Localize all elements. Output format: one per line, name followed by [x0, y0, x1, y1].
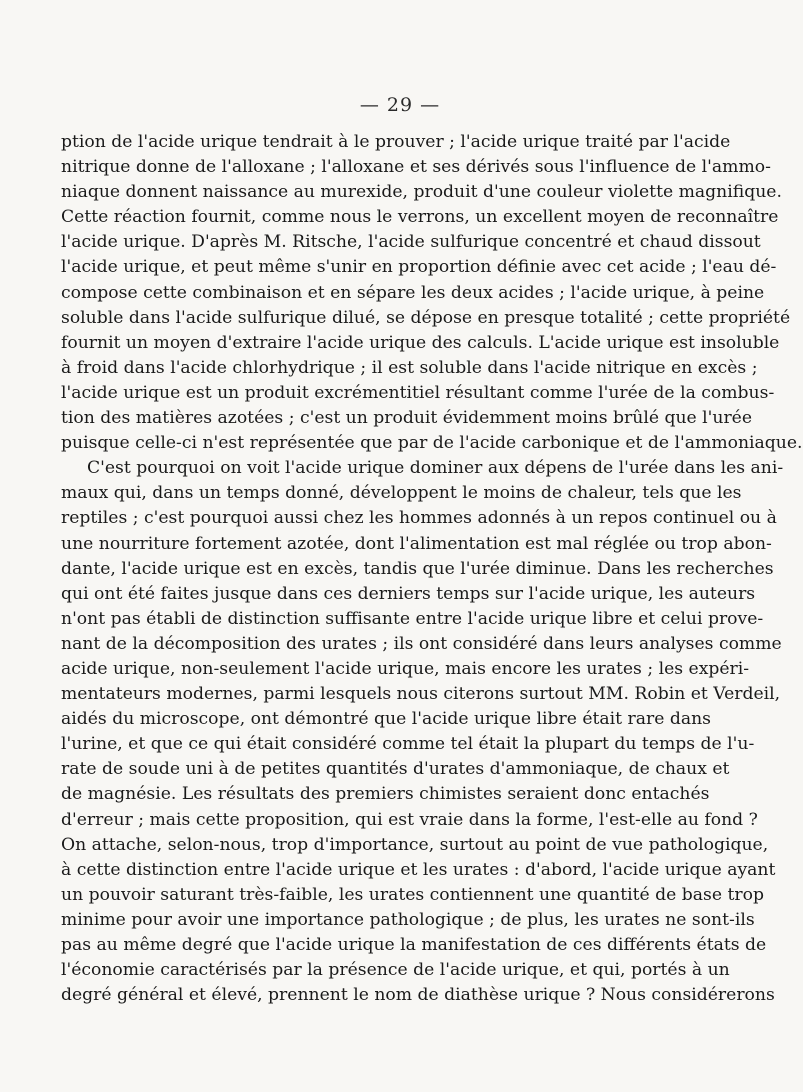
text-line: pas au même degré que l'acide urique la manifestation de ces différents états de — [61, 935, 767, 955]
text-line: acide urique, non-seulement l'acide urique, mais encore les urates ; les expéri- — [61, 658, 750, 679]
text-line: rate de soude uni à de petites quantités d'urates d'ammoniaque, de chaux et — [61, 759, 730, 780]
text-line: à cette distinction entre l'acide urique et les urates : d'abord, l'acide urique ayant — [61, 859, 776, 880]
text-line: une nourriture fortement azotée, dont l'alimentation est mal réglée ou trop abon- — [61, 533, 772, 554]
text-line: compose cette combinaison et en sépare les deux acides ; l'acide urique, à peine — [61, 282, 765, 303]
text-line: nitrique donne de l'alloxane ; l'alloxane et ses dérivés sous l'influence de l'ammo- — [61, 157, 771, 178]
text-line: nant de la décomposition des urates ; ils ont considéré dans leurs analyses comme — [61, 633, 782, 654]
text-line: dante, l'acide urique est en excès, tandis que l'urée diminue. Dans les recherches — [61, 558, 774, 579]
text-line: soluble dans l'acide sulfurique dilué, se dépose en presque totalité ; cette propriété — [61, 307, 791, 328]
text-line: maux qui, dans un temps donné, développent le moins de chaleur, tels que les — [61, 483, 742, 504]
text-line: l'acide urique est un produit excrémentitiel résultant comme l'urée de la combus- — [61, 382, 775, 403]
text-line: qui ont été faites jusque dans ces derniers temps sur l'acide urique, les auteurs — [61, 583, 756, 604]
text-line: fournit un moyen d'extraire l'acide urique des calculs. L'acide urique est insoluble — [61, 332, 780, 353]
text-line: degré général et élevé, prennent le nom de diathèse urique ? Nous considérerons — [61, 985, 775, 1006]
text-line: de magnésie. Les résultats des premiers chimistes seraient donc entachés — [61, 784, 710, 805]
paragraph-start-line: C'est pourquoi on voit l'acide urique dominer aux dépens de l'urée dans les ani- — [87, 458, 784, 479]
text-line: tion des matières azotées ; c'est un produit évidemment moins brûlé que l'urée — [61, 408, 753, 429]
text-line: d'erreur ; mais cette proposition, qui est vraie dans la forme, l'est-elle au fond ? — [61, 809, 758, 830]
text-line: On attache, selon-nous, trop d'importance, surtout au point de vue pathologique, — [61, 834, 769, 855]
text-line: mentateurs modernes, parmi lesquels nous citerons surtout MM. Robin et Verdeil, — [61, 684, 781, 705]
text-line: l'acide urique. D'après M. Ritsche, l'acide sulfurique concentré et chaud dissout — [61, 232, 761, 253]
page-number: — 29 — — [359, 94, 441, 116]
text-line: l'acide urique, et peut même s'unir en proportion définie avec cet acide ; l'eau dé- — [61, 257, 777, 278]
text-line: reptiles ; c'est pourquoi aussi chez les hommes adonnés à un repos continuel ou à — [61, 508, 777, 529]
text-line: ption de l'acide urique tendrait à le prouver ; l'acide urique traité par l'acide — [61, 132, 731, 152]
text-line: un pouvoir saturant très-faible, les urates contiennent une quantité de base trop — [61, 884, 764, 905]
text-line: à froid dans l'acide chlorhydrique ; il est soluble dans l'acide nitrique en excès ; — [61, 357, 758, 378]
body-text — [61, 130, 803, 1008]
text-line: puisque celle-ci n'est représentée que par de l'acide carbonique et de l'ammoniaque. — [61, 433, 803, 454]
text-line: n'ont pas établi de distinction suffisante entre l'acide urique libre et celui prove- — [61, 608, 764, 629]
text-line: l'urine, et que ce qui était considéré comme tel était la plupart du temps de l'u- — [61, 734, 755, 755]
text-line: Cette réaction fournit, comme nous le verrons, un excellent moyen de reconnaître — [61, 207, 779, 228]
text-line: l'économie caractérisés par la présence de l'acide urique, et qui, portés à un — [61, 960, 730, 981]
text-line: niaque donnent naissance au murexide, produit d'une couleur violette magnifique. — [61, 182, 782, 203]
text-line: aidés du microscope, ont démontré que l'acide urique libre était rare dans — [61, 709, 711, 730]
text-line: minime pour avoir une importance pathologique ; de plus, les urates ne sont-ils — [61, 909, 755, 930]
